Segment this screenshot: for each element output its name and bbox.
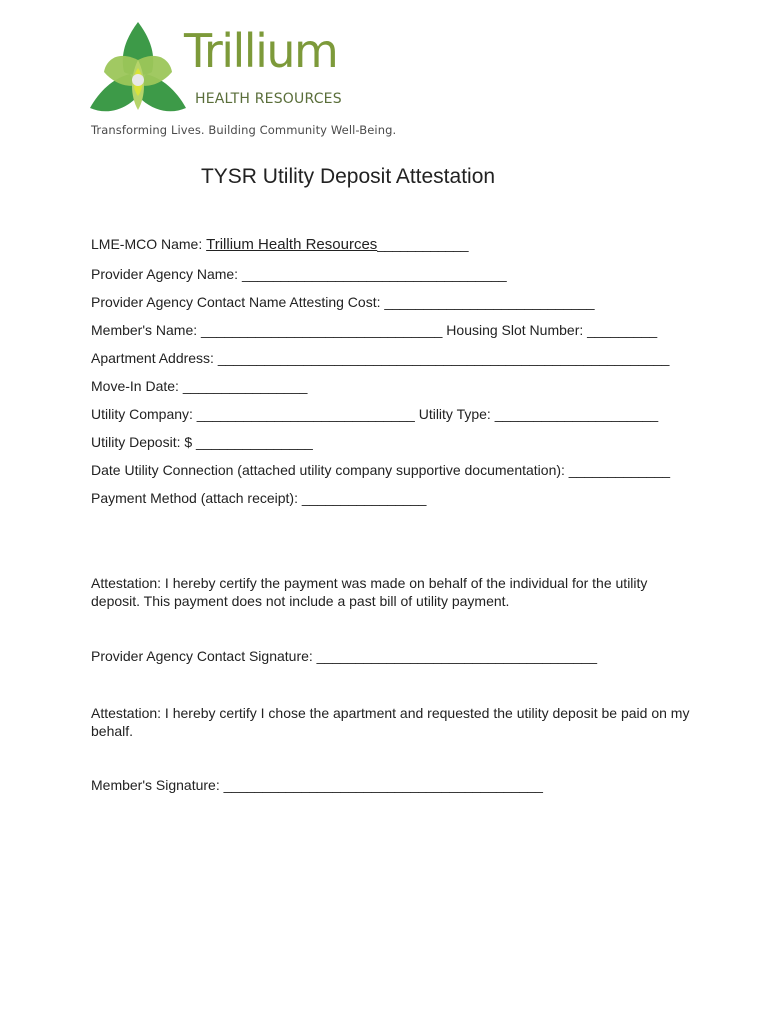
page-title: TYSR Utility Deposit Attestation — [200, 165, 496, 188]
utility-company-field[interactable]: Utility Company: ____________________________ Utility Type: _____________________ — [91, 406, 659, 422]
member-attestation-text: Attestation: I hereby certify I chose the apartment and requested the utility deposit be paid on my behalf. — [91, 705, 690, 739]
connection-date-field[interactable]: Date Utility Connection (attached utility company supportive documentation): _____________ — [91, 462, 671, 478]
lme-mco-label: LME-MCO Name: — [91, 236, 207, 252]
brand-subtitle: HEALTH RESOURCES — [195, 91, 342, 107]
lme-mco-value[interactable]: Trillium Health Resources — [206, 236, 378, 253]
provider-signature-field[interactable]: Provider Agency Contact Signature: ____________________________________ — [91, 648, 597, 664]
trillium-logo — [88, 20, 397, 145]
lme-mco-name-field[interactable] — [91, 236, 468, 253]
apartment-address-field[interactable]: Apartment Address: __________________________________________________________ — [91, 350, 670, 366]
utility-deposit-field[interactable]: Utility Deposit: $ _______________ — [91, 434, 313, 450]
move-in-date-field[interactable]: Move-In Date: ________________ — [91, 378, 308, 394]
member-name-field[interactable]: Member's Name: _______________________________ Housing Slot Number: _________ — [91, 322, 658, 338]
brand-tagline: Transforming Lives. Building Community Well-Being. — [91, 123, 397, 137]
provider-agency-name-field[interactable]: Provider Agency Name: __________________________________ — [91, 266, 507, 282]
brand-name: Trillium — [184, 24, 338, 78]
payment-method-field[interactable]: Payment Method (attach receipt): ________________ — [91, 490, 427, 506]
trillium-flower-icon — [88, 20, 188, 120]
lme-mco-line: ____________ — [377, 236, 469, 252]
member-signature-field[interactable]: Member's Signature: _________________________________________ — [91, 777, 543, 793]
contact-name-field[interactable]: Provider Agency Contact Name Attesting Cost: ___________________________ — [91, 294, 595, 310]
provider-attestation-text: Attestation: I hereby certify the payment was made on behalf of the individual for the utility deposit. This payment does not include a past bill of utility payment. — [91, 575, 648, 609]
